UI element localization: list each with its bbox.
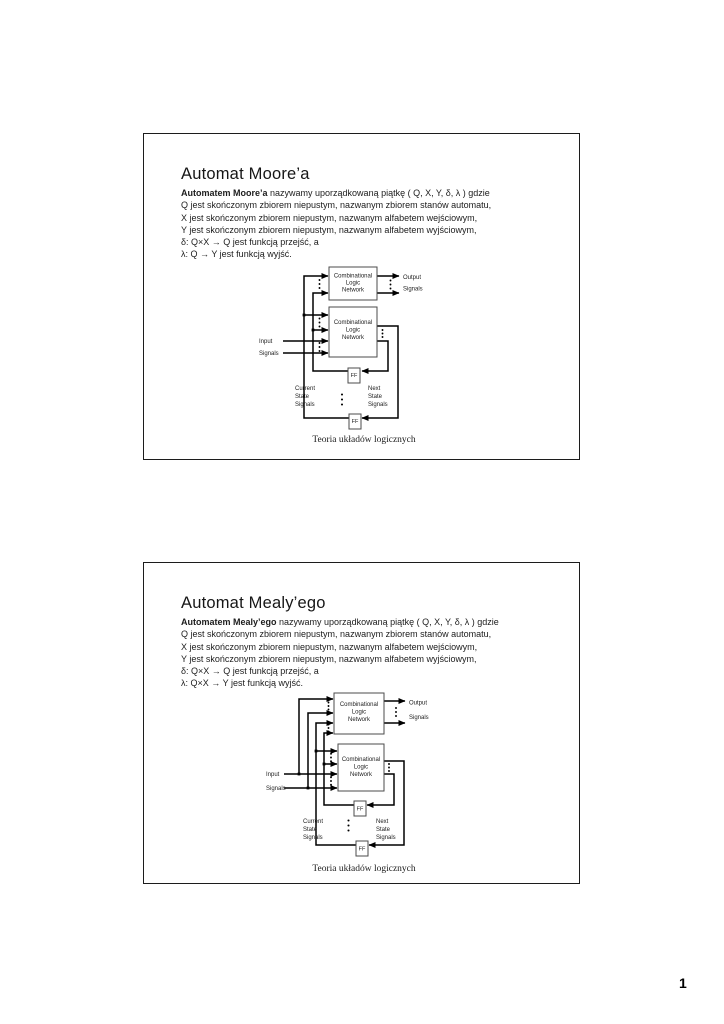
body-line: λ: Q → Y jest funkcją wyjść.	[181, 249, 292, 260]
next-state-label: Next	[368, 386, 381, 392]
page-number: 1	[679, 975, 687, 991]
svg-text:State: State	[295, 394, 310, 400]
combinational-logic-label: Combinational	[339, 702, 379, 708]
body-line: Q jest skończonym zbiorem niepustym, nazwanym zbiorem stanów automatu,	[181, 629, 492, 640]
body-lead-bold: Automatem Mealy’ego	[181, 617, 277, 627]
body-line: δ: Q×X → Q jest funkcją przejść, a	[181, 237, 319, 248]
page-title: Automat Mealy’ego	[181, 594, 326, 612]
slide-moore	[143, 133, 580, 460]
wire-junction-dots	[298, 750, 326, 790]
svg-text:Signals: Signals	[376, 835, 396, 841]
svg-text:Signals: Signals	[409, 715, 429, 721]
output-signals-label: Output	[409, 700, 428, 707]
page-title: Automat Moore’a	[181, 165, 310, 183]
ff-label: FF	[350, 373, 358, 379]
moore-block-diagram	[231, 263, 431, 435]
combinational-logic-label: Combinational	[333, 320, 373, 326]
svg-text:Signals: Signals	[303, 835, 323, 841]
slide-footer-caption: Teoria układów logicznych	[312, 435, 416, 445]
output-signals-label: Output	[403, 275, 422, 281]
svg-text:Network: Network	[349, 772, 373, 778]
svg-text:State: State	[303, 827, 318, 833]
input-signals-label: Input	[259, 339, 273, 345]
body-lead-bold: Automatem Moore’a	[181, 188, 268, 198]
svg-text:Network: Network	[341, 335, 365, 341]
body-line: Y jest skończonym zbiorem niepustym, nazwanym alfabetem wyjściowym,	[181, 224, 477, 235]
svg-text:Signals: Signals	[368, 402, 388, 408]
next-state-label: Next	[376, 819, 389, 825]
ff-label: FF	[356, 806, 364, 813]
current-state-label: Current	[303, 819, 324, 825]
svg-text:Signals: Signals	[259, 351, 279, 357]
body-line: Y jest skończonym zbiorem niepustym, nazwanym alfabetem wyjściowym,	[181, 653, 477, 664]
body-lead-rest: nazywamy uporządkowaną piątkę ( Q, X, Y, δ, λ ) gdzie	[276, 617, 499, 627]
body-line: X jest skończonym zbiorem niepustym, nazwanym alfabetem wejściowym,	[181, 212, 478, 223]
input-signals-label: Input	[266, 772, 280, 778]
combinational-logic-label: Combinational	[341, 757, 381, 763]
slide-body-text	[181, 187, 491, 261]
body-line: Q jest skończonym zbiorem niepustym, nazwanym zbiorem stanów automatu,	[181, 200, 492, 211]
svg-text:Signals: Signals	[266, 786, 286, 792]
svg-text:Logic: Logic	[353, 764, 369, 771]
body-line: X jest skończonym zbiorem niepustym, nazwanym alfabetem wejściowym,	[181, 641, 478, 652]
svg-text:Logic: Logic	[345, 327, 361, 334]
current-state-label: Current	[295, 386, 316, 392]
svg-text:Signals: Signals	[295, 402, 315, 408]
svg-text:Logic: Logic	[345, 280, 361, 287]
combinational-logic-label: Combinational	[333, 273, 373, 280]
svg-text:Logic: Logic	[351, 709, 367, 716]
mealy-block-diagram	[236, 691, 436, 863]
ff-label: FF	[358, 846, 366, 853]
body-lead-rest: nazywamy uporządkowaną piątkę ( Q, X, Y, δ, λ ) gdzie	[267, 188, 490, 198]
body-line	[181, 187, 491, 199]
body-line: λ: Q×X → Y jest funkcją wyjść.	[181, 678, 303, 689]
ff-label: FF	[351, 419, 359, 425]
slide-mealy	[143, 562, 580, 884]
svg-text:Network: Network	[347, 717, 371, 723]
body-line	[181, 616, 499, 628]
body-line: δ: Q×X → Q jest funkcją przejść, a	[181, 666, 319, 677]
svg-text:Network: Network	[341, 287, 365, 294]
slide-body-text	[181, 616, 499, 690]
slide-footer-caption: Teoria układów logicznych	[312, 864, 416, 874]
svg-text:State: State	[368, 394, 383, 400]
svg-text:Signals: Signals	[403, 286, 423, 293]
svg-text:State: State	[376, 827, 391, 833]
